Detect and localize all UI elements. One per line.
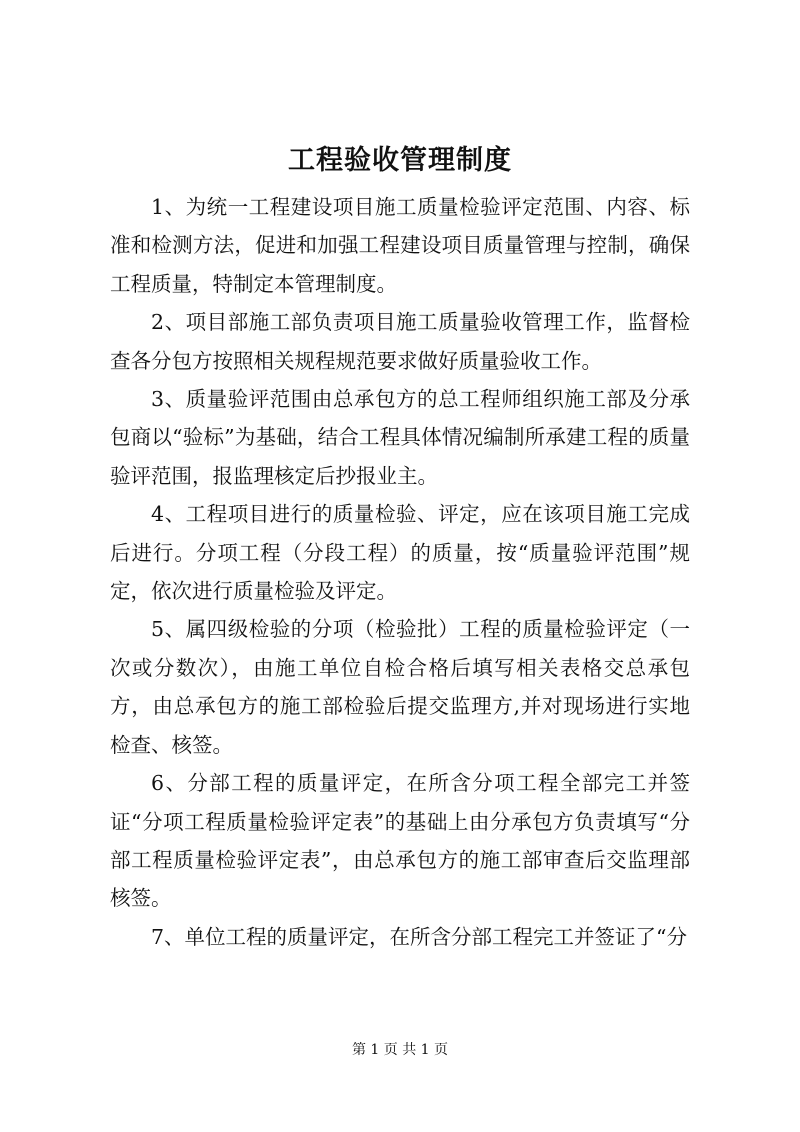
paragraph-5: 5、属四级检验的分项（检验批）工程的质量检验评定（一次或分数次），由施工单位自检合格后填写相关表格交总承包方，由总承包方的施工部检验后提交监理方,并对现场进行实地检查、核签。	[110, 617, 690, 757]
paragraph-2: 2、项目部施工部负责项目施工质量验收管理工作，监督检查各分包方按照相关规程规范要求做好质量验收工作。	[110, 310, 690, 373]
document-title: 工程验收管理制度	[288, 145, 512, 176]
paragraph-1: 1、为统一工程建设项目施工质量检验评定范围、内容、标准和检测方法，促进和加强工程建设项目质量管理与控制，确保工程质量，特制定本管理制度。	[110, 195, 690, 296]
paragraph-4: 4、工程项目进行的质量检验、评定，应在该项目施工完成后进行。分项工程（分段工程）的质量，按“质量验评范围”规定，依次进行质量检验及评定。	[110, 502, 690, 604]
document-body	[110, 188, 690, 956]
paragraph-7: 7、单位工程的质量评定，在所含分部工程完工并签证了“分	[151, 924, 688, 949]
paragraph-3: 3、质量验评范围由总承包方的总工程师组织施工部及分承包商以“验标”为基础，结合工程具体情况编制所承建工程的质量验评范围，报监理核定后抄报业主。	[110, 387, 690, 488]
paragraph-6: 6、分部工程的质量评定，在所含分项工程全部完工并签证“分项工程质量检验评定表”的基础上由分承包方负责填写“分部工程质量检验评定表”，由总承包方的施工部审查后交监理部核签。	[110, 771, 690, 911]
page-footer: 第 1 页 共 1 页	[351, 1042, 449, 1058]
